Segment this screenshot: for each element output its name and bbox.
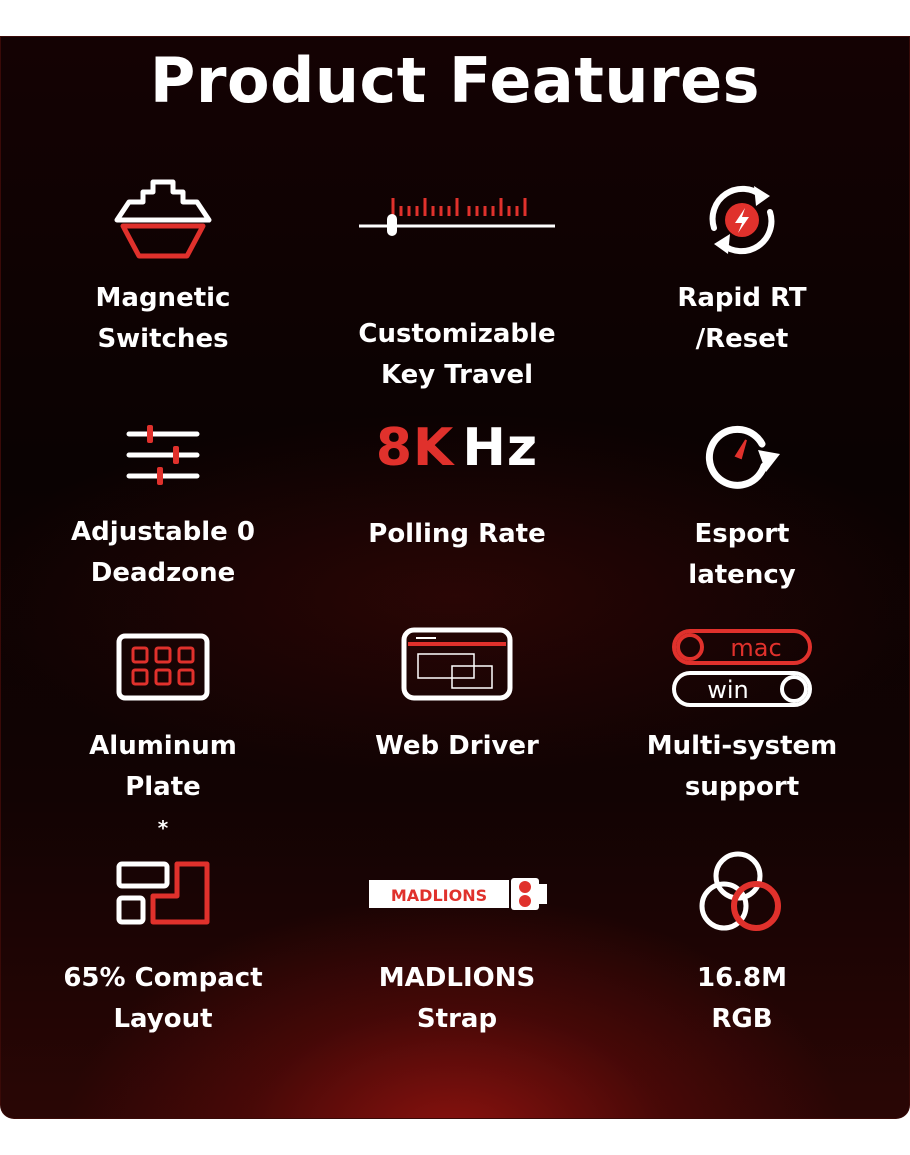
feature-label: MADLIONS Strap bbox=[378, 963, 536, 1034]
page-title: Product Features bbox=[149, 44, 761, 117]
sliders-icon bbox=[13, 422, 313, 488]
rgb-icon bbox=[592, 848, 892, 934]
switch-icon bbox=[13, 174, 313, 264]
feature-label: Web Driver bbox=[375, 731, 539, 761]
web-driver-icon bbox=[307, 626, 607, 702]
strap-brand-text: MADLIONS bbox=[390, 886, 488, 905]
feature-label: Aluminum Plate * bbox=[89, 731, 237, 840]
feature-label: Customizable Key Travel bbox=[358, 319, 556, 390]
feature-label: Multi-system support bbox=[646, 731, 838, 802]
polling-unit: Hz bbox=[462, 418, 539, 478]
feature-label: Esport latency bbox=[688, 519, 796, 590]
key-travel-slider-icon bbox=[307, 186, 607, 246]
polling-rate-icon bbox=[307, 418, 607, 478]
features-card bbox=[0, 36, 910, 1119]
toggle-win-text: win bbox=[707, 676, 749, 704]
feature-label: 16.8M RGB bbox=[696, 963, 788, 1034]
polling-value: 8K bbox=[375, 418, 455, 478]
feature-label: Adjustable 0 Deadzone bbox=[71, 517, 255, 588]
strap-icon bbox=[307, 874, 607, 914]
feature-label: Rapid RT /Reset bbox=[677, 283, 807, 354]
mac-win-toggle-icon bbox=[592, 628, 892, 708]
compact-layout-icon bbox=[13, 858, 313, 928]
feature-label: Magnetic Switches bbox=[95, 283, 231, 354]
latency-icon bbox=[592, 420, 892, 490]
toggle-mac-text: mac bbox=[730, 634, 782, 662]
aluminum-plate-icon bbox=[13, 632, 313, 702]
rapid-trigger-icon bbox=[592, 178, 892, 262]
feature-label: 65% Compact Layout bbox=[63, 963, 263, 1034]
feature-label: Polling Rate bbox=[368, 519, 546, 549]
